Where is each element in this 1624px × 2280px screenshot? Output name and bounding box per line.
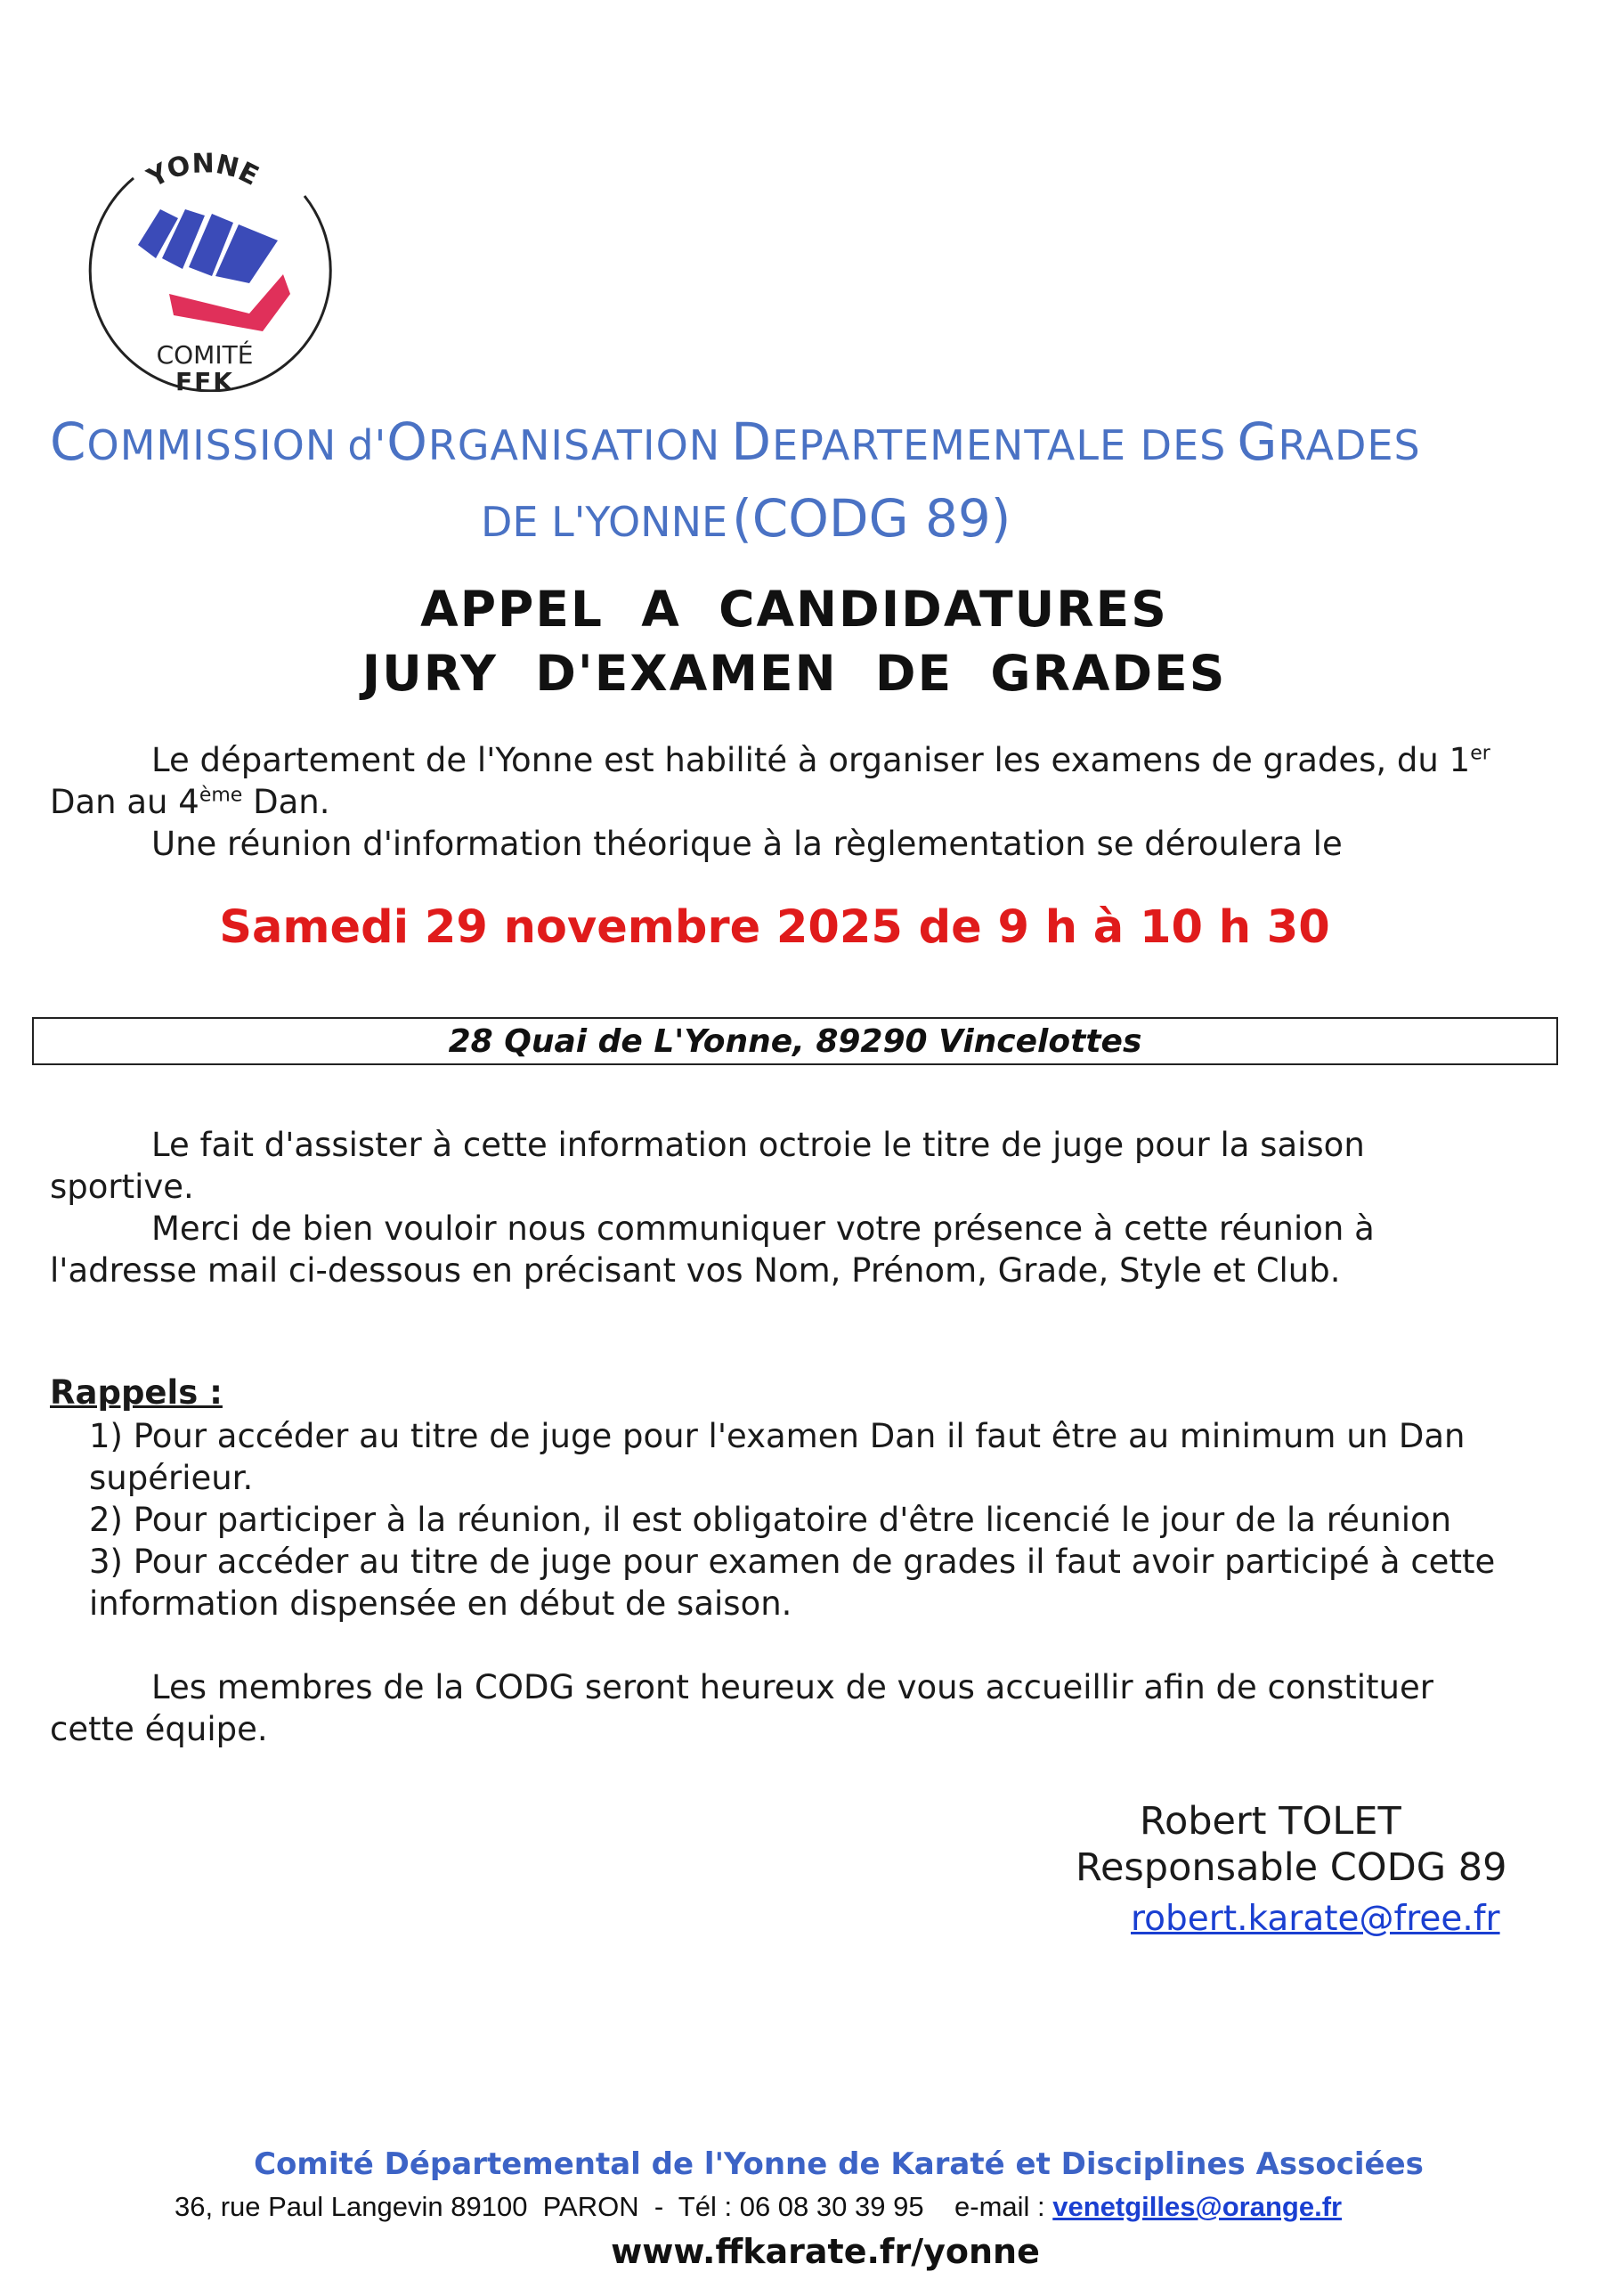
rappel-item: 1) Pour accéder au titre de juge pour l'examen Dan il faut être au minimum un Dan [89,1417,1466,1455]
fist-icon [138,209,290,331]
body-p4-line1: Merci de bien vouloir nous communiquer votre présence à cette réunion à [151,1209,1375,1248]
intro-line2: Dan au 4ème Dan. [50,783,330,821]
footer-address: 36, rue Paul Langevin 89100 PARON - Tél : 06 08 30 39 95 e-mail : venetgilles@orange.fr [175,2191,1343,2222]
comite-ffk-yonne-logo [71,125,338,392]
rappel-item: information dispensée en début de saison. [89,1584,792,1623]
rappel-item: supérieur. [89,1459,254,1497]
closing-line1: Les membres de la CODG seront heureux de vous accueillir afin de constituer [151,1668,1433,1706]
footer-organization: Comité Départemental de l'Yonne de Karaté et Disciplines Associées [254,2146,1424,2182]
rappel-item: 2) Pour participer à la réunion, il est obligatoire d'être licencié le jour de la réunion [89,1501,1452,1539]
heading-appel: APPEL A CANDIDATURES [420,581,1168,638]
signature-name: Robert TOLET [1140,1799,1401,1844]
logo-bottom-text: COMITÉ [156,340,254,370]
logo-top-text: YONNE [142,148,264,194]
commission-title-line1: COMMISSION d'ORGANISATION DEPARTEMENTALE DES GRADES [50,411,1421,472]
event-date: Samedi 29 novembre 2025 de 9 h à 10 h 30 [219,901,1330,954]
signature-role: Responsable CODG 89 [1076,1845,1507,1890]
body-p3-line1: Le fait d'assister à cette information octroie le titre de juge pour la saison [151,1126,1365,1164]
event-address-box [32,1017,1558,1065]
logo-org-text: FFK [175,367,234,392]
intro-line3: Une réunion d'information théorique à la règlementation se déroulera le [151,825,1343,863]
footer-email-link[interactable]: venetgilles@orange.fr [1052,2191,1343,2222]
intro-line1: Le département de l'Yonne est habilité à organiser les examens de grades, du 1er [151,741,1490,779]
body-p3-line2: sportive. [50,1168,194,1206]
body-p4-line2: l'adresse mail ci-dessous en précisant vos Nom, Prénom, Grade, Style et Club. [50,1251,1341,1290]
signature-email-link[interactable]: robert.karate@free.fr [1131,1899,1500,1939]
footer-website[interactable]: www.ffkarate.fr/yonne [611,2232,1040,2271]
commission-title-line2: DE L'YONNE (CODG 89) [481,488,1011,549]
rappels-title: Rappels : [50,1373,223,1412]
rappel-item: 3) Pour accéder au titre de juge pour examen de grades il faut avoir participé à cette [89,1543,1496,1581]
event-address: 28 Quai de L'Yonne, 89290 Vincelottes [448,1022,1142,1060]
logo-emblem [71,125,338,392]
closing-line2: cette équipe. [50,1710,268,1748]
heading-jury: JURY D'EXAMEN DE GRADES [361,645,1227,702]
